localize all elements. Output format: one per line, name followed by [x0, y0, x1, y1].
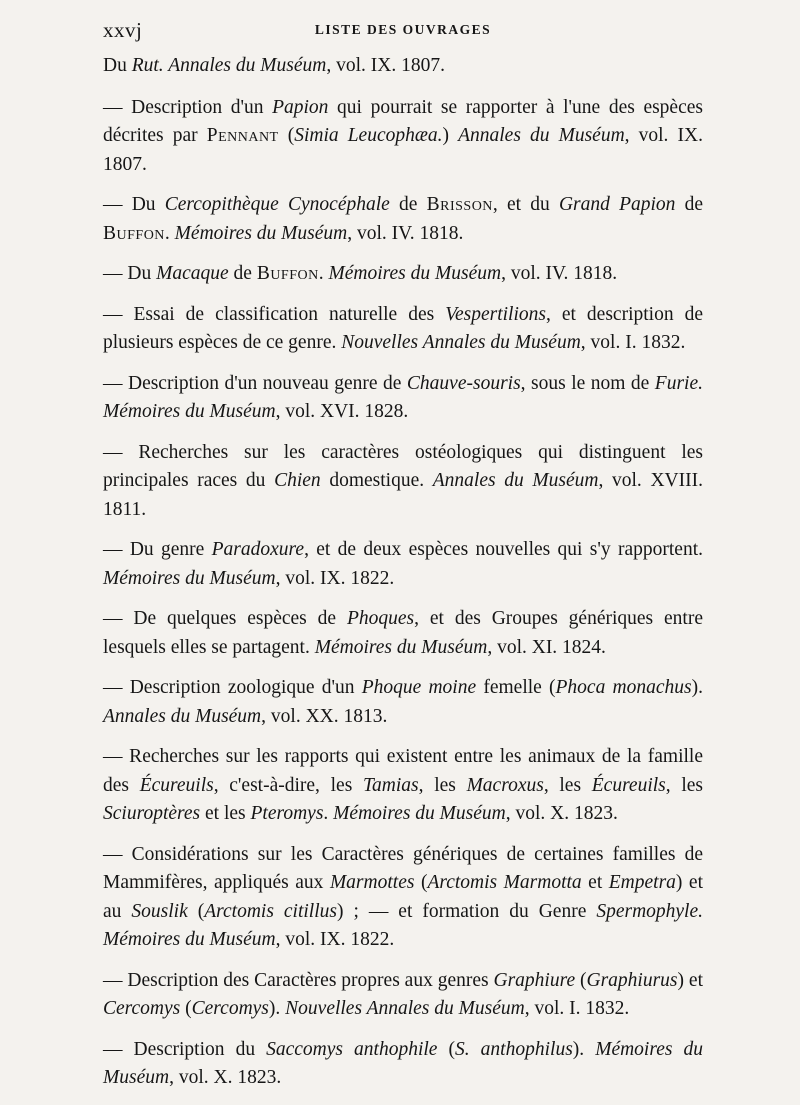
entry-text: , et des Groupes génériques entre lesquels elles se partagent.	[103, 608, 703, 658]
entry-text: — Description des Caractères propres aux genres	[103, 969, 494, 991]
italic-text: Marmottes	[329, 872, 415, 893]
entry-text: — Description zoologique d'un	[103, 677, 362, 698]
italic-text: Nouvelles Annales du Muséum	[285, 998, 525, 1019]
entry-text: et les	[200, 803, 251, 824]
entry-text: — Essai de classification naturelle des	[103, 303, 446, 325]
italic-text: Graphiure	[493, 969, 576, 991]
italic-text: Mémoires du Muséum	[103, 1038, 704, 1088]
entry-text: , vol. IX. 1807.	[103, 125, 703, 175]
bibliography-entry	[103, 674, 703, 731]
entry-text: , vol. X. 1823.	[505, 803, 618, 824]
entry-text: .	[323, 803, 334, 824]
italic-text: Mémoires du Muséum	[103, 567, 276, 589]
entry-text: .	[318, 263, 329, 284]
entry-text: , vol. IX. 1822.	[275, 929, 395, 950]
italic-text: Sciuroptères	[103, 803, 201, 824]
bibliography-entry	[103, 370, 703, 427]
italic-text: Écureuils	[591, 774, 666, 796]
entry-text: , c'est-à-dire, les	[213, 774, 363, 796]
bibliography-entry	[103, 439, 703, 525]
entry-text: , les	[418, 774, 467, 796]
author-name: Brisson	[426, 194, 493, 215]
entry-text: — Recherches sur les rapports qui existent entre les animaux de la famille des	[103, 746, 703, 796]
italic-text: Furie. Mémoires du Muséum	[103, 372, 703, 422]
entry-text: — Du	[103, 194, 165, 215]
entry-text: , vol. IX. 1822.	[275, 567, 395, 589]
entry-text: , les	[543, 774, 592, 796]
entry-text: , et de deux espèces nouvelles qui s'y rapportent.	[304, 539, 703, 560]
bibliography-entry	[103, 605, 703, 662]
entry-text: — Du genre	[103, 539, 212, 560]
entry-text: — Description du	[103, 1038, 267, 1060]
italic-text: Phoca monachus	[555, 677, 692, 698]
bibliography-entry	[103, 260, 703, 289]
bibliography-entry	[103, 52, 703, 81]
italic-text: S. anthophilus	[455, 1038, 573, 1060]
entry-text: de	[228, 263, 257, 284]
entry-text: — Considérations sur les Caractères génériques de certaines familles de Mammifères, appliqués aux	[103, 843, 703, 893]
italic-text: Annales du Muséum	[103, 705, 262, 727]
entry-text: — Description d'un	[103, 96, 273, 118]
entry-text: ).	[268, 998, 286, 1019]
bibliography-list	[103, 52, 703, 1105]
bibliography-entry	[103, 301, 703, 358]
entry-text: ) ; — et formation du Genre	[336, 900, 597, 922]
italic-text: Grand Papion	[558, 194, 676, 215]
bibliography-entry	[103, 191, 703, 248]
italic-text: Paradoxure	[211, 539, 305, 560]
entry-text: (	[187, 900, 205, 922]
running-title: LISTE DES OUVRAGES	[314, 22, 492, 37]
italic-text: Empetra	[608, 872, 676, 893]
entry-text: , vol. IV. 1818.	[501, 263, 618, 284]
entry-text: , vol. X. 1823.	[169, 1067, 282, 1088]
entry-text: — Du	[103, 263, 157, 284]
entry-text: .	[164, 222, 175, 244]
italic-text: Chauve-souris	[406, 372, 521, 394]
italic-text: Mémoires du Muséum	[174, 222, 348, 244]
entry-text: ).	[691, 677, 703, 698]
italic-text: Mémoires du Muséum	[328, 263, 502, 284]
italic-text: Saccomys anthophile	[266, 1038, 438, 1060]
italic-text: Annales du Muséum	[458, 125, 625, 146]
entry-text: (	[180, 998, 192, 1019]
italic-text: Rut. Annales du Muséum	[131, 55, 327, 76]
entry-text: , vol. I. 1832.	[580, 332, 686, 353]
italic-text: Tamias	[362, 774, 419, 796]
italic-text: Cercomys	[191, 998, 269, 1019]
entry-text: (	[278, 125, 295, 146]
entry-text: , vol. XVIII. 1811.	[103, 470, 703, 520]
italic-text: Phoque moine	[361, 677, 477, 698]
bibliography-entry	[103, 967, 703, 1024]
entry-text: )	[442, 125, 459, 146]
entry-text: et	[581, 872, 609, 893]
italic-text: Cercopithèque Cynocéphale	[164, 194, 390, 215]
entry-text: — Description d'un nouveau genre de	[103, 372, 407, 394]
italic-text: Macaque	[156, 263, 229, 284]
italic-text: Souslik	[131, 900, 188, 922]
italic-text: Nouvelles Annales du Muséum	[341, 332, 581, 353]
entry-text: ).	[572, 1038, 596, 1060]
page-number: xxvj	[103, 18, 143, 42]
entry-text: , sous le nom de	[520, 372, 655, 394]
entry-text: ) et au	[103, 872, 703, 922]
italic-text: Mémoires du Muséum	[333, 803, 506, 824]
italic-text: Annales du Muséum	[432, 470, 599, 491]
italic-text: Chien	[274, 470, 321, 491]
italic-text: Macroxus	[466, 774, 544, 796]
bibliography-entry	[103, 1036, 703, 1093]
entry-text: , les	[665, 774, 703, 796]
entry-text: , et du	[492, 194, 559, 215]
italic-text: Pteromys	[250, 803, 324, 824]
entry-text: ) et	[677, 969, 703, 991]
italic-text: Arctomis Marmotta	[427, 872, 582, 893]
entry-text: (	[437, 1038, 456, 1060]
entry-text: , vol. IX. 1807.	[326, 55, 445, 76]
author-name: Pennant	[206, 125, 279, 146]
author-name: Buffon	[103, 222, 165, 244]
entry-text: (	[575, 969, 587, 991]
entry-text: — De quelques espèces de	[103, 608, 347, 629]
italic-text: Cercomys	[103, 998, 181, 1019]
italic-text: Phoques	[346, 608, 415, 629]
entry-text: domestique.	[320, 470, 433, 491]
italic-text: Papion	[272, 96, 329, 118]
bibliography-entry	[103, 536, 703, 593]
italic-text: Simia Leucophæa.	[294, 125, 443, 146]
italic-text: Graphiurus	[586, 969, 678, 991]
bibliography-entry	[103, 841, 703, 955]
entry-text: , vol. IV. 1818.	[347, 222, 464, 244]
entry-text: , vol. XX. 1813.	[261, 705, 388, 727]
italic-text: Spermophyle. Mémoires du Muséum	[103, 900, 704, 950]
entry-text: qui pourrait se rapporter à l'une des espèces décrites par	[103, 96, 703, 146]
entry-text: femelle (	[476, 677, 556, 698]
entry-text: Du	[103, 55, 132, 76]
italic-text: Mémoires du Muséum	[314, 636, 488, 658]
entry-text: , vol. XI. 1824.	[487, 636, 606, 658]
italic-text: Arctomis citillus	[204, 900, 337, 922]
entry-text: — Recherches sur les caractères ostéologiques qui distinguent les principales races du	[103, 441, 703, 491]
italic-text: Écureuils	[139, 774, 214, 796]
author-name: Buffon	[256, 263, 319, 284]
entry-text: , vol. I. 1832.	[524, 998, 630, 1019]
bibliography-entry	[103, 94, 703, 180]
entry-text: , vol. XVI. 1828.	[275, 401, 409, 422]
entry-text: de	[675, 194, 704, 215]
entry-text: , et description de plusieurs espèces de ce genre.	[103, 303, 703, 353]
entry-text: (	[414, 872, 428, 893]
entry-text: de	[389, 194, 427, 215]
bibliography-entry	[103, 743, 703, 829]
italic-text: Vespertilions	[445, 303, 546, 325]
page-header	[103, 18, 703, 44]
